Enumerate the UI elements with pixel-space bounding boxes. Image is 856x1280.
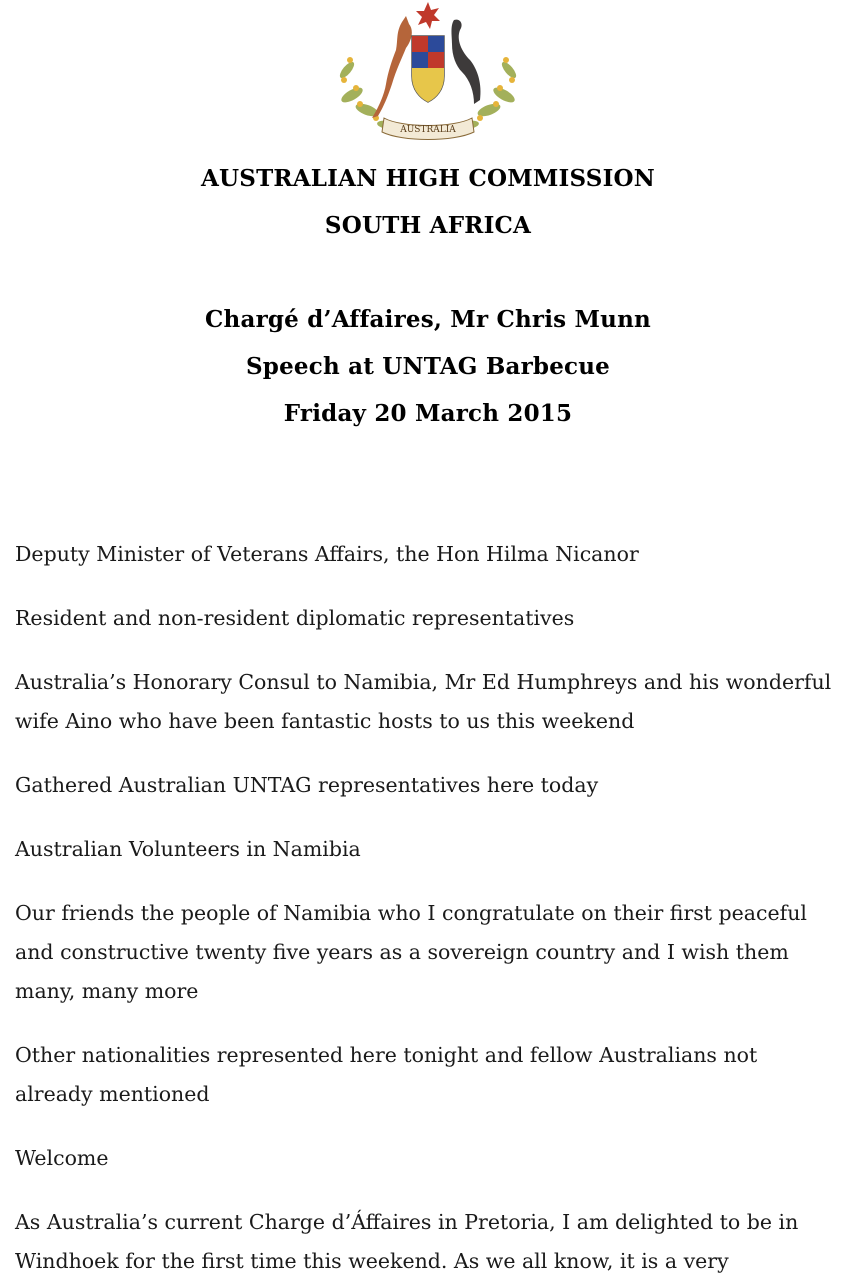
welcome-paragraph: Welcome bbox=[15, 1146, 109, 1170]
coat-of-arms-logo bbox=[332, 0, 524, 150]
acknowledgement-other-nationalities: Other nationalities represented here tonight and fellow Australians not already mentioned bbox=[15, 1043, 758, 1106]
acknowledgement-diplomats: Resident and non-resident diplomatic representatives bbox=[15, 606, 575, 630]
crest-motto: AUSTRALIA bbox=[400, 125, 456, 135]
speaker-title: Chargé d’Affaires, Mr Chris Munn bbox=[205, 306, 651, 333]
organization-name: AUSTRALIAN HIGH COMMISSION bbox=[200, 165, 655, 192]
acknowledgement-deputy-minister: Deputy Minister of Veterans Affairs, the Hon Hilma Nicanor bbox=[15, 542, 639, 566]
opening-paragraph: As Australia’s current Charge d’Áffaires in Pretoria, I am delighted to be in Windhoek for the first time this weekend. As we all know, it is a very bbox=[15, 1210, 799, 1273]
speech-date: Friday 20 March 2015 bbox=[283, 400, 573, 427]
acknowledgement-honorary-consul: Australia’s Honorary Consul to Namibia, Mr Ed Humphreys and his wonderful wife Aino who have been fantastic hosts to us this weekend bbox=[15, 670, 832, 733]
acknowledgement-namibian-people: Our friends the people of Namibia who I congratulate on their first peaceful and constructive twenty five years as a sovereign country and I wish them many, many more bbox=[15, 901, 807, 1003]
speech-event: Speech at UNTAG Barbecue bbox=[246, 353, 610, 380]
organization-location: SOUTH AFRICA bbox=[324, 212, 532, 239]
acknowledgement-untag-representatives: Gathered Australian UNTAG representatives here today bbox=[15, 773, 599, 797]
acknowledgement-volunteers: Australian Volunteers in Namibia bbox=[15, 837, 361, 861]
